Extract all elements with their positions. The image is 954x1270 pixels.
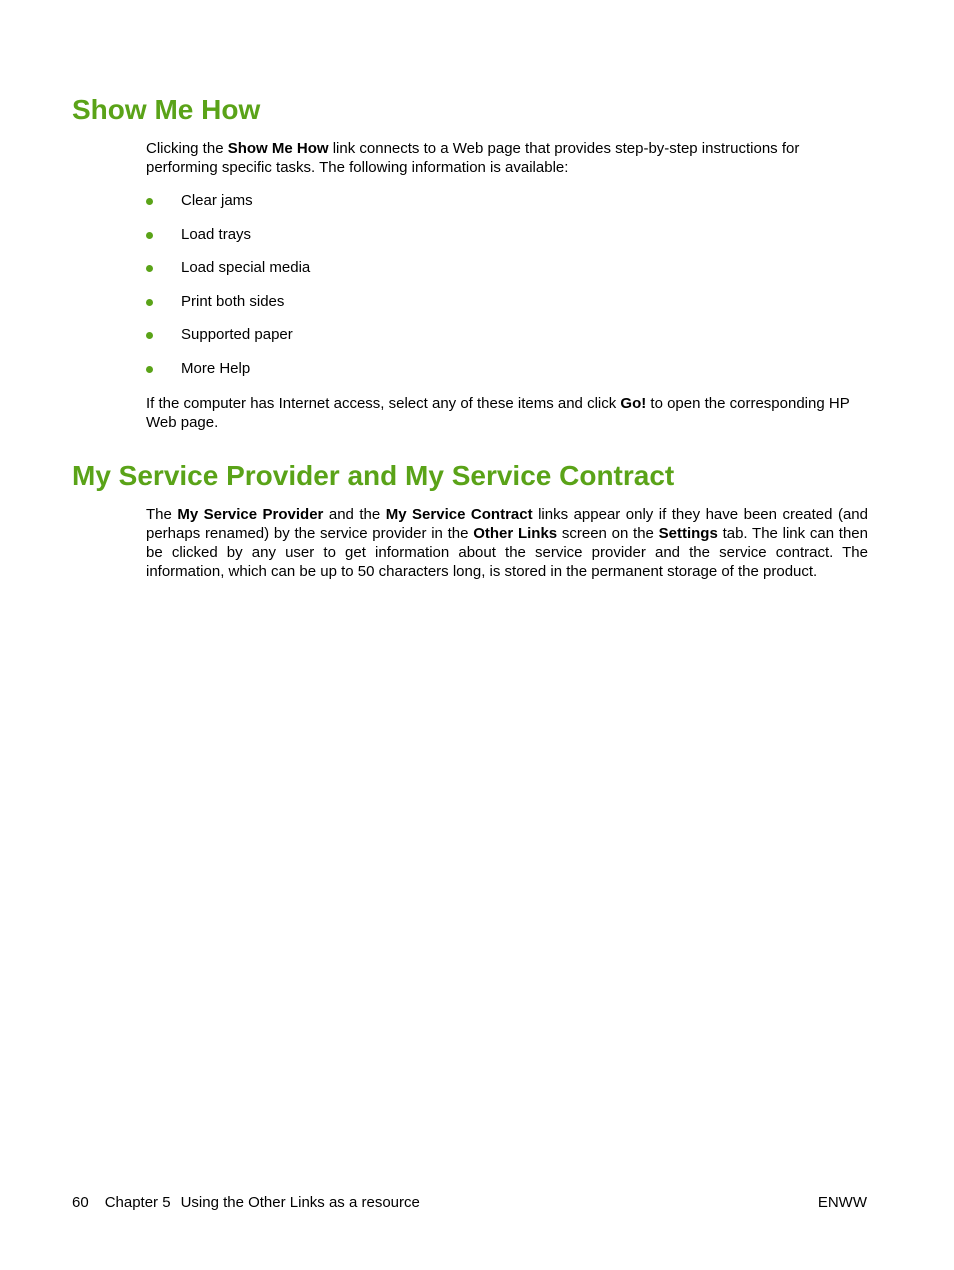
show-me-how-intro xyxy=(146,139,868,177)
page-number: 60 xyxy=(72,1194,89,1211)
bullet-icon xyxy=(146,265,153,272)
outro-text: to open the corresponding HP Web page. xyxy=(146,395,850,431)
list-item-text: Load special media xyxy=(181,259,311,277)
list-item-text: Print both sides xyxy=(181,292,285,310)
body-bold-my-service-contract: My Service Contract xyxy=(385,506,533,523)
service-provider-body xyxy=(146,505,868,581)
section-heading-show-me-how: Show Me How xyxy=(72,94,261,125)
body-text: and the xyxy=(323,506,386,523)
body-text: The xyxy=(146,506,178,523)
footer-locale: ENWW xyxy=(817,1194,867,1211)
body-text: links appear only if they have been created (and perhaps renamed) by the service provider in the xyxy=(146,506,868,542)
intro-text: Clicking the xyxy=(146,140,228,157)
body-bold-settings: Settings xyxy=(658,525,718,542)
outro-text: If the computer has Internet access, select any of these items and click xyxy=(146,395,621,412)
body-bold-my-service-provider: My Service Provider xyxy=(177,506,324,523)
section-heading-service-provider: My Service Provider and My Service Contract xyxy=(72,460,675,491)
footer-chapter: Chapter 5 xyxy=(104,1194,171,1211)
list-item-text: More Help xyxy=(181,359,251,377)
body-text: tab. The link can then be clicked by any user to get information about the service provider and the service contract. The information, which can be up to 50 characters long, is stored in the permanent storage of the product. xyxy=(146,525,868,580)
list-item-text: Load trays xyxy=(181,225,252,243)
intro-text: link connects to a Web page that provides step-by-step instructions for performing specific tasks. The following information is available: xyxy=(146,140,800,176)
bullet-icon xyxy=(146,332,153,339)
show-me-how-outro xyxy=(146,394,868,432)
bullet-icon xyxy=(146,198,153,205)
body-bold-other-links: Other Links xyxy=(473,525,558,542)
outro-bold-go: Go! xyxy=(620,395,647,412)
footer-chapter-title: Using the Other Links as a resource xyxy=(180,1194,420,1211)
list-item-text: Supported paper xyxy=(181,326,293,344)
bullet-icon xyxy=(146,366,153,373)
intro-bold-show-me-how: Show Me How xyxy=(227,140,329,157)
body-text: screen on the xyxy=(557,525,659,542)
bullet-icon xyxy=(146,299,153,306)
bullet-icon xyxy=(146,232,153,239)
list-item-text: Clear jams xyxy=(181,192,253,209)
footer-left xyxy=(72,1193,420,1212)
